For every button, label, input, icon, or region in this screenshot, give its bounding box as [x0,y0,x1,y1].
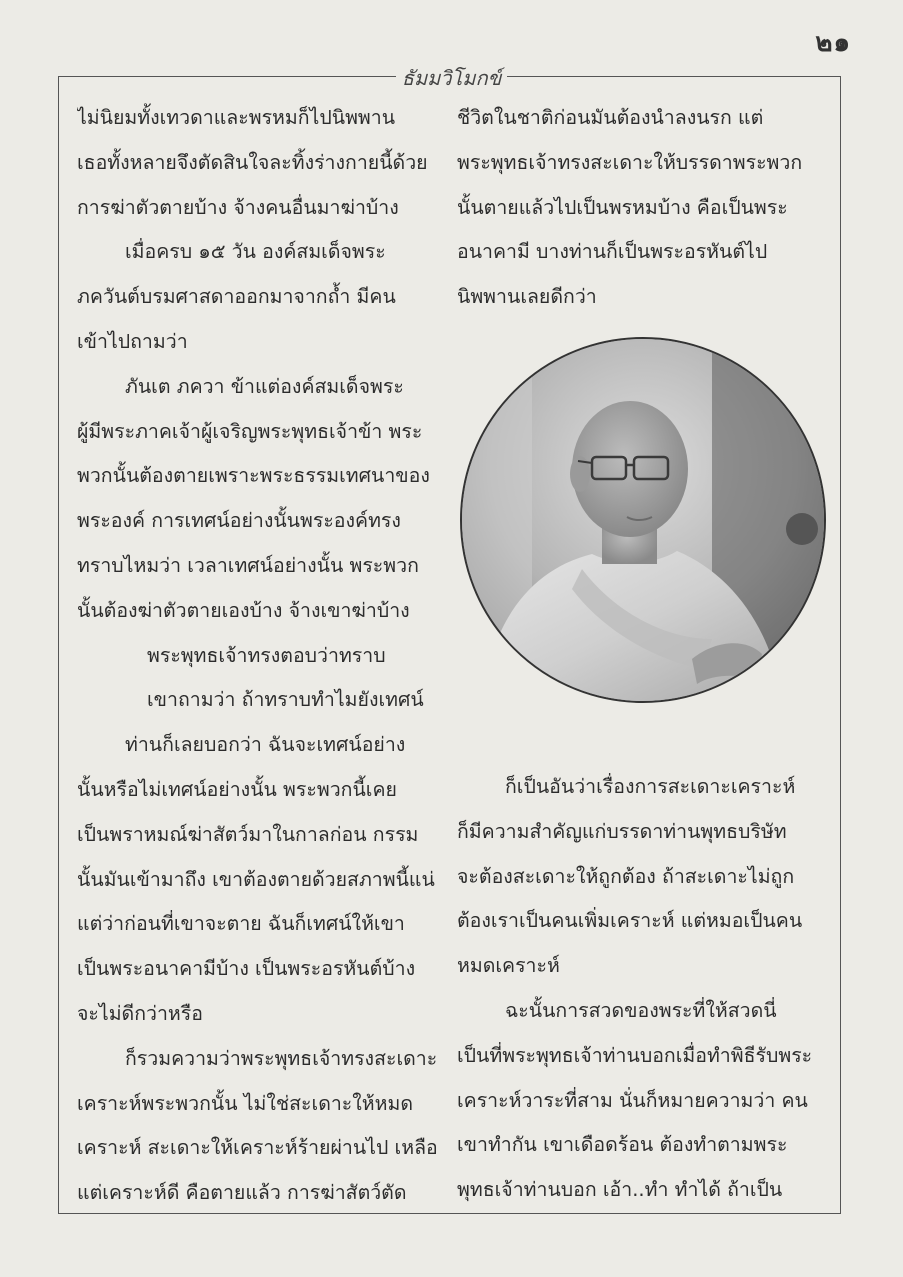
text-line: ก็เป็นอันว่าเรื่องการสะเดาะเคราะห์ [505,775,796,798]
text-line: พุทธเจ้าท่านบอก เอ้า..ทำ ทำได้ ถ้าเป็น [457,1178,783,1202]
right-column-top [457,96,825,320]
text-line: เคราะห์วาระที่สาม นั่นก็หมายความว่า คน [457,1088,808,1112]
text-line: พระพุทธเจ้าทรงสะเดาะให้บรรดาพระพวก [457,150,803,174]
right-column-bottom [457,765,825,1213]
text-line: เมื่อครบ ๑๕ วัน องค์สมเด็จพระ [125,240,386,264]
text-line: นั้นต้องฆ่าตัวตายเองบ้าง จ้างเขาฆ่าบ้าง [77,598,410,622]
text-line: เป็นพระอนาคามีบ้าง เป็นพระอรหันต์บ้าง [77,957,416,981]
monk-portrait-image [462,339,824,701]
text-line: นิพพานเลยดีกว่า [457,285,597,309]
text-line: ท่านก็เลยบอกว่า ฉันจะเทศน์อย่าง [125,733,406,757]
text-line: เคราะห์พระพวกนั้น ไม่ใช่สะเดาะให้หมด [77,1091,414,1115]
text-line: พวกนั้นต้องตายเพราะพระธรรมเทศนาของ [77,464,430,488]
monk-photo [460,337,826,703]
text-line: ภันเต ภควา ข้าแต่องค์สมเด็จพระ [125,374,404,398]
text-line: อนาคามี บางท่านก็เป็นพระอรหันต์ไป [457,240,768,264]
text-line: ภควันต์บรมศาสดาออกมาจากถ้ำ มีคน [77,285,396,309]
text-line: พระพุทธเจ้าทรงตอบว่าทราบ [147,643,386,667]
text-line: ชีวิตในชาติก่อนมันต้องนำลงนรก แต่ [457,106,764,129]
text-line: ไม่นิยมทั้งเทวดาและพรหมก็ไปนิพพาน [77,106,396,129]
text-line: หมดเคราะห์ [457,954,560,978]
text-line: ทราบไหมว่า เวลาเทศน์อย่างนั้น พระพวก [77,553,419,577]
text-line: เป็นที่พระพุทธเจ้าท่านบอกเมื่อทำพิธีรับพระ [457,1043,813,1067]
running-title: ธัมมวิโมกข์ [396,66,508,90]
left-column [77,96,449,1216]
text-line: นั้นมันเข้ามาถึง เขาต้องตายด้วยสภาพนี้แน่ [77,867,435,891]
text-line: ผู้มีพระภาคเจ้าผู้เจริญพระพุทธเจ้าข้า พระ [77,419,423,443]
text-line: ก็มีความสำคัญแก่บรรดาท่านพุทธบริษัท [457,819,787,843]
text-line: เธอทั้งหลายจึงตัดสินใจละทิ้งร่างกายนี้ด้วย [77,150,428,174]
text-line: เคราะห์ สะเดาะให้เคราะห์ร้ายผ่านไป เหลือ [77,1136,438,1160]
text-line: เขาทำกัน เขาเดือดร้อน ต้องทำตามพระ [457,1133,788,1157]
text-line: นั้นตายแล้วไปเป็นพรหมบ้าง คือเป็นพระ [457,195,788,219]
text-line: เขาถามว่า ถ้าทราบทำไมยังเทศน์ [147,688,424,712]
text-line: เข้าไปถามว่า [77,329,188,353]
text-line: จะต้องสะเดาะให้ถูกต้อง ถ้าสะเดาะไม่ถูก [457,864,795,888]
text-line: การฆ่าตัวตายบ้าง จ้างคนอื่นมาฆ่าบ้าง [77,195,399,219]
text-line: จะไม่ดีกว่าหรือ [77,1001,203,1025]
text-line: แต่เคราะห์ดี คือตายแล้ว การฆ่าสัตว์ตัด [77,1181,407,1205]
text-line: ก็รวมความว่าพระพุทธเจ้าทรงสะเดาะ [125,1046,438,1070]
running-header [0,62,903,94]
text-line: ต้องเราเป็นคนเพิ่มเคราะห์ แต่หมอเป็นคน [457,909,803,933]
text-line: พระองค์ การเทศน์อย่างนั้นพระองค์ทรง [77,509,401,533]
page-number: ๒๑ [815,28,851,58]
text-line: แต่ว่าก่อนที่เขาจะตาย ฉันก็เทศน์ให้เขา [77,912,405,936]
text-line: ฉะนั้นการสวดของพระที่ให้สวดนี่ [505,998,777,1022]
text-line: นั้นหรือไม่เทศน์อย่างนั้น พระพวกนี้เคย [77,777,397,801]
text-line: เป็นพราหมณ์ฆ่าสัตว์มาในกาลก่อน กรรม [77,822,419,846]
